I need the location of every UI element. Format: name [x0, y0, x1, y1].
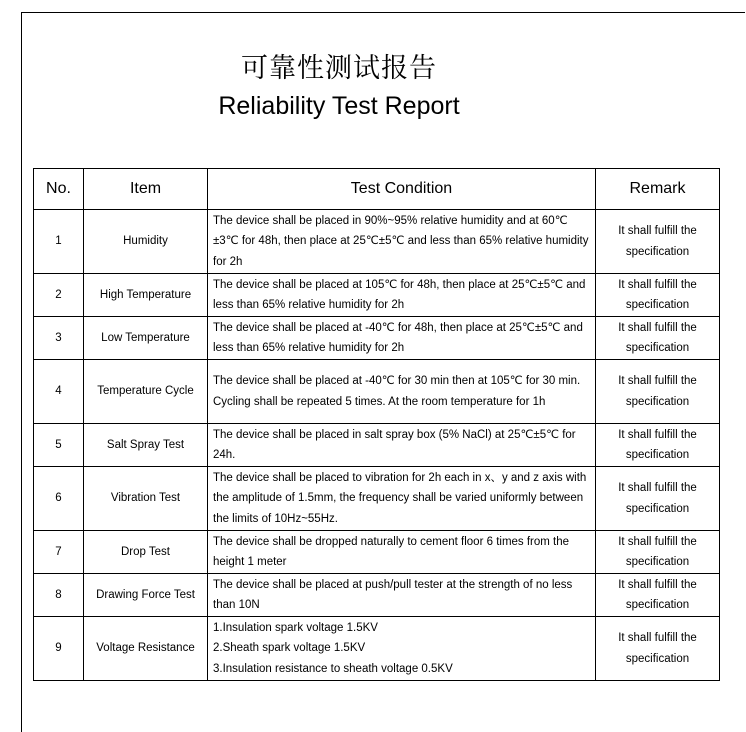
condition-line: 3.Insulation resistance to sheath voltage 0.5KV: [213, 662, 453, 675]
row-remark: It shall fulfill the specification: [596, 274, 720, 317]
row-remark: It shall fulfill the specification: [596, 424, 720, 467]
row-number: 8: [34, 574, 84, 617]
condition-line: 1.Insulation spark voltage 1.5KV: [213, 621, 378, 634]
row-number: 2: [34, 274, 84, 317]
row-remark: It shall fulfill the specification: [596, 617, 720, 681]
table-row: [34, 531, 720, 574]
row-remark: It shall fulfill the specification: [596, 531, 720, 574]
table-row: [34, 317, 720, 360]
row-test-condition: The device shall be placed in salt spray box (5% NaCl) at 25℃±5℃ for 24h.: [208, 424, 596, 467]
row-remark: It shall fulfill the specification: [596, 574, 720, 617]
header-no: No.: [34, 169, 84, 210]
header-item: Item: [84, 169, 208, 210]
condition-line: 2.Sheath spark voltage 1.5KV: [213, 642, 366, 655]
row-number: 1: [34, 210, 84, 274]
table-row: [34, 274, 720, 317]
row-number: 7: [34, 531, 84, 574]
row-number: 3: [34, 317, 84, 360]
row-number: 9: [34, 617, 84, 681]
table-row: [34, 467, 720, 531]
row-item: Voltage Resistance: [84, 617, 208, 681]
reliability-test-table: [33, 168, 720, 681]
row-item: Salt Spray Test: [84, 424, 208, 467]
header-test-condition: Test Condition: [208, 169, 596, 210]
row-remark: It shall fulfill the specification: [596, 210, 720, 274]
row-item: High Temperature: [84, 274, 208, 317]
table-row: [34, 574, 720, 617]
table-row: [34, 424, 720, 467]
row-remark: It shall fulfill the specification: [596, 360, 720, 424]
row-item: Temperature Cycle: [84, 360, 208, 424]
title-english: Reliability Test Report: [218, 92, 460, 120]
row-test-condition: The device shall be placed at -40℃ for 30 min then at 105℃ for 30 min. Cycling shall be repeated 5 times. At the room temperature for 1h: [208, 360, 596, 424]
row-test-condition: The device shall be dropped naturally to cement floor 6 times from the height 1 meter: [208, 531, 596, 574]
row-item: Vibration Test: [84, 467, 208, 531]
table-row: [34, 210, 720, 274]
row-test-condition: [208, 617, 596, 681]
row-test-condition: The device shall be placed at 105℃ for 48h, then place at 25℃±5℃ and less than 65% relative humidity for 2h: [208, 274, 596, 317]
row-remark: It shall fulfill the specification: [596, 317, 720, 360]
row-item: Drawing Force Test: [84, 574, 208, 617]
table-header-row: [34, 169, 720, 210]
row-test-condition: The device shall be placed to vibration for 2h each in x、y and z axis with the amplitude of 1.5mm, the frequency shall be varied uniformly between the limits of 10Hz~55Hz.: [208, 467, 596, 531]
row-number: 6: [34, 467, 84, 531]
title-chinese: 可靠性测试报告: [241, 53, 437, 84]
header-remark: Remark: [596, 169, 720, 210]
row-item: Humidity: [84, 210, 208, 274]
row-item: Drop Test: [84, 531, 208, 574]
row-number: 5: [34, 424, 84, 467]
table-row: [34, 360, 720, 424]
row-item: Low Temperature: [84, 317, 208, 360]
row-number: 4: [34, 360, 84, 424]
row-remark: It shall fulfill the specification: [596, 467, 720, 531]
table-row: [34, 617, 720, 681]
row-test-condition: The device shall be placed at push/pull tester at the strength of no less than 10N: [208, 574, 596, 617]
row-test-condition: The device shall be placed at -40℃ for 48h, then place at 25℃±5℃ and less than 65% relative humidity for 2h: [208, 317, 596, 360]
row-test-condition: The device shall be placed in 90%~95% relative humidity and at 60℃±3℃ for 48h, then place at 25℃±5℃ and less than 65% relative humidity for 2h: [208, 210, 596, 274]
